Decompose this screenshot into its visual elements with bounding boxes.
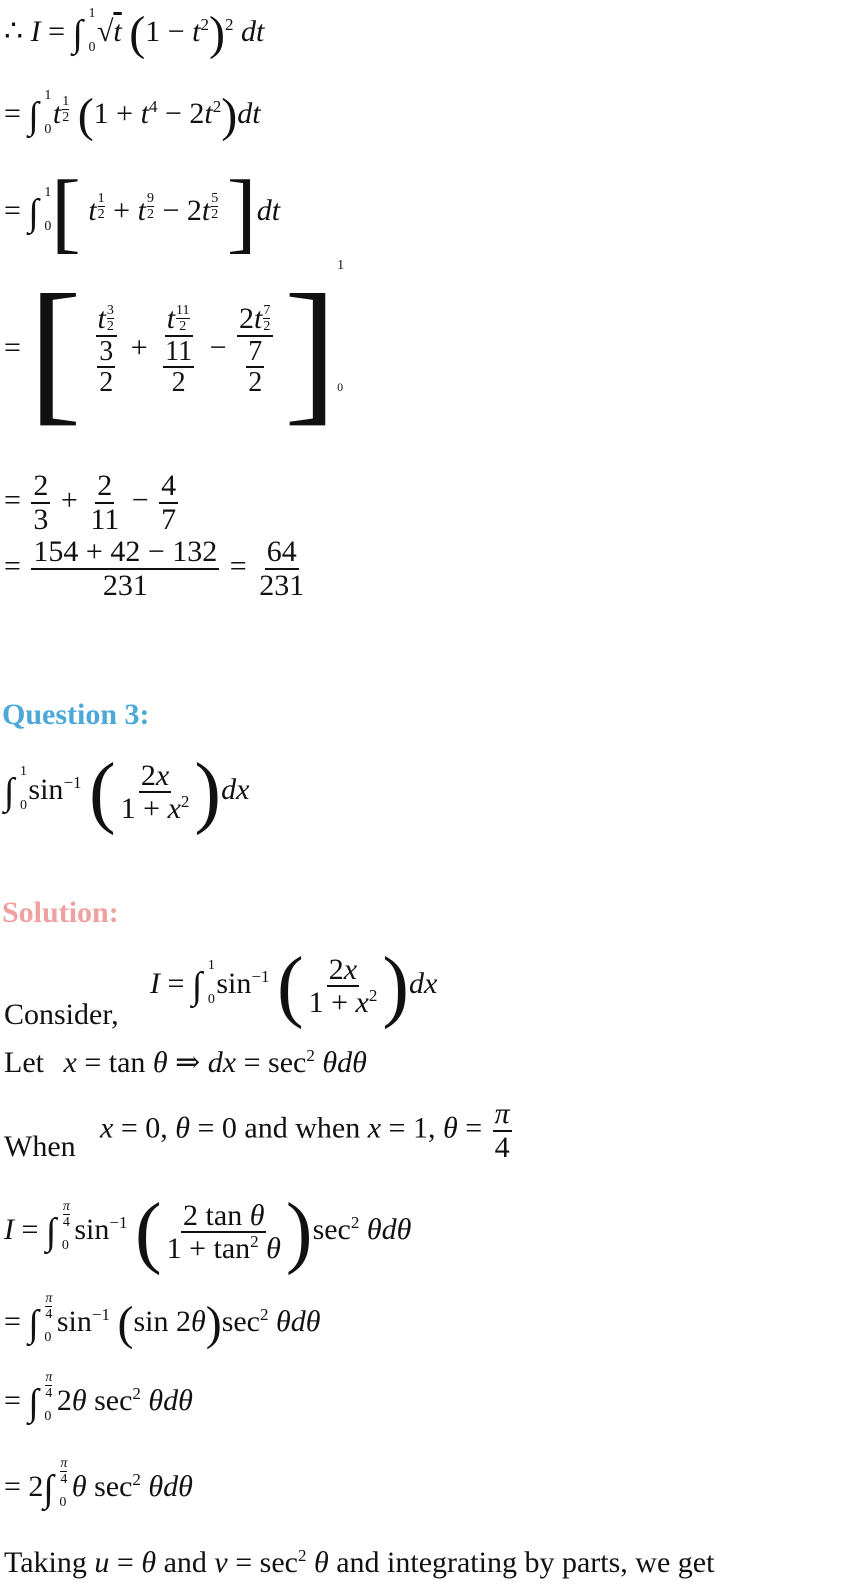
u-expression: u = θ (94, 1546, 157, 1579)
integrating-text: and integrating by parts, we get (336, 1546, 715, 1579)
when-label: When (4, 1130, 76, 1163)
equation-step-6: = $\frac{154 + 42 - 132}{231}$ = $\frac{64}{231}$ (4, 535, 305, 602)
question-3-heading: Question 3: (2, 698, 150, 731)
solution-line-4: = 2∫ $\frac{\pi}{4}$ 0 θ $\sec^2 \theta d\theta$ (4, 1456, 193, 1510)
equation-step-5: = $\frac{2}{3}$ + $\frac{2}{11}$ − $\frac{4}{7}$ (4, 469, 177, 536)
solution-heading: Solution: (2, 896, 119, 929)
question-3-problem: ∫ 1 0 $\sin^{-1}$ ( $\frac{2x}{1 + x^2}$ )dx (4, 748, 250, 836)
solution-line-1: I = ∫ $\frac{\pi}{4}$ 0 $\sin^{-1}$ ( $\frac{\text{2 tan θ}}{1 + \tan^2 \theta}$ )$\sec^2$ θdθ (4, 1188, 412, 1276)
integration-by-parts-line (4, 1548, 714, 1578)
solution-line-2: = ∫ $\frac{\pi}{4}$ 0 $\sin^{-1} (\sin$ $2\theta)\sec^2$ θdθ (4, 1291, 321, 1350)
v-expression: $v = \sec^2 \theta$ (214, 1546, 329, 1579)
and-label: and (163, 1546, 207, 1579)
let-line: Let x = tan θ ⇒ dx = $\sec^2 \theta d\theta$ (4, 1046, 367, 1079)
consider-label: Consider, (4, 998, 119, 1031)
equation-step-4: = [ t $\frac{3}{2}$ $\frac{3}{2}$ + t $\frac{11}{2}$ $\frac{11}{2}$ − 2t $\frac{7}{2}$ $\frac{7}{2}$ ] 1 0 (4, 257, 345, 439)
consider-expression: I = ∫ 1 0 $\sin^{-1}$ ( $\frac{2x}{1 + x^2}$ )dx (150, 942, 438, 1030)
equation-step-2: = ∫ 1 0 t $\frac{1}{2}$ $(1 + t^4 - 2t^2)dt$ (4, 88, 261, 142)
equation-step-1: ∴ I = ∫ 1 0 √t $(1 - t^2)^2$ dt (4, 6, 265, 60)
let-label: Let (4, 1046, 44, 1079)
solution-line-3: = ∫ $\frac{\pi}{4}$ 0 2θ $\sec^2 \theta d\theta$ (4, 1370, 193, 1424)
when-expression: x = 0, θ = 0 and when x = 1, θ = $\frac{\pi}{4}$ (100, 1097, 510, 1164)
taking-label: Taking (4, 1546, 87, 1579)
equation-step-3: = ∫ 1 0 [ t $\frac{1}{2}$ + t $\frac{9}{2}$ − 2t $\frac{5}{2}$ ]dt (4, 163, 281, 262)
